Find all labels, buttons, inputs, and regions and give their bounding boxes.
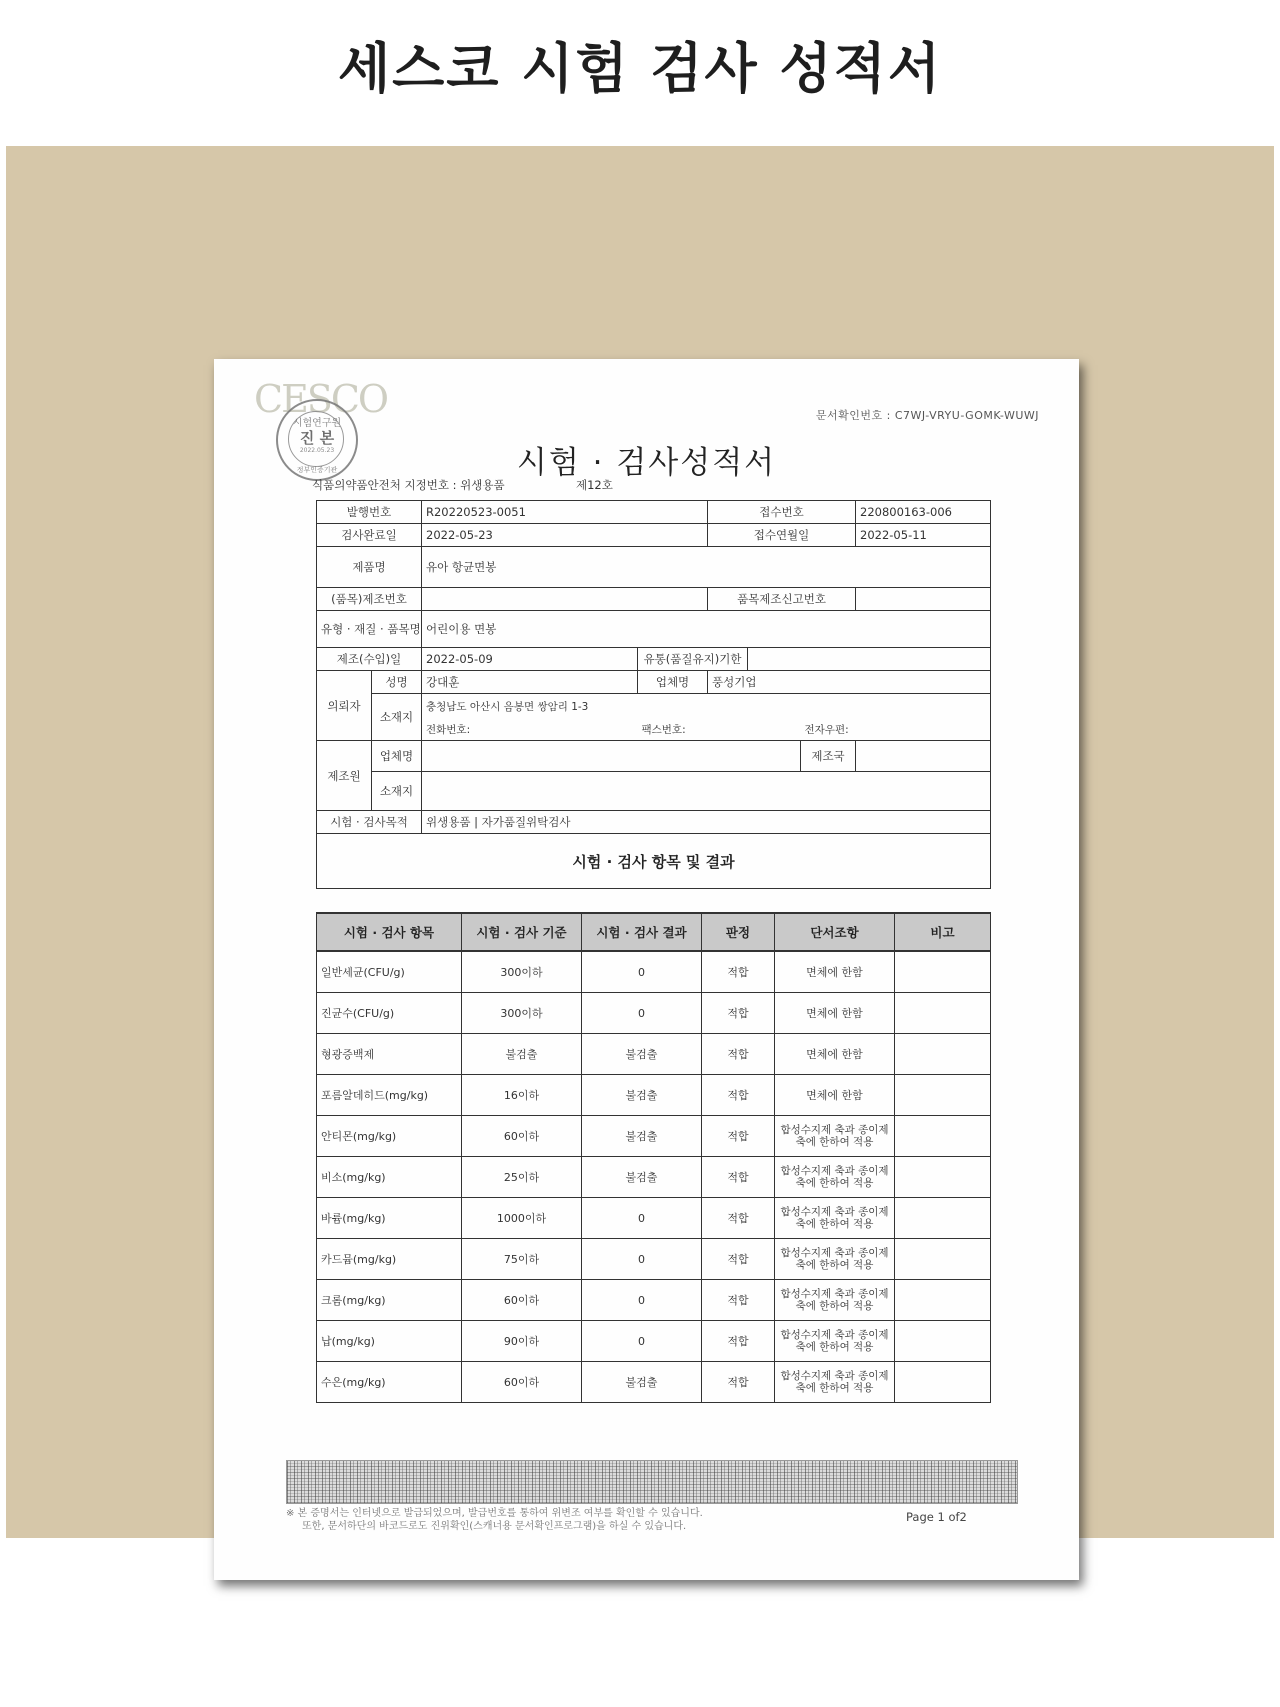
table-row (317, 1034, 991, 1075)
results-table (316, 912, 991, 1403)
cell-standard: 60이하 (462, 1362, 582, 1403)
cell-remark (895, 1198, 991, 1239)
cell-remark (895, 1280, 991, 1321)
cell-standard: 300이하 (462, 951, 582, 993)
cell-item: 납(mg/kg) (317, 1321, 462, 1362)
cell-remark (895, 1034, 991, 1075)
cell-result: 0 (582, 1198, 702, 1239)
cell-result: 불검출 (582, 1116, 702, 1157)
cell-item: 안티몬(mg/kg) (317, 1116, 462, 1157)
cell-remark (895, 993, 991, 1034)
manufacture-date: 2022-05-09 (422, 648, 638, 671)
cell-remark (895, 1321, 991, 1362)
product-name: 유아 항균면봉 (422, 547, 991, 588)
cell-standard: 75이하 (462, 1239, 582, 1280)
cell-judgment: 적합 (702, 1280, 775, 1321)
cell-result: 0 (582, 993, 702, 1034)
cell-result: 0 (582, 1239, 702, 1280)
cell-standard: 1000이하 (462, 1198, 582, 1239)
issue-number: R20220523-0051 (422, 501, 708, 524)
report-number (856, 588, 991, 611)
product-type: 어린이용 면봉 (422, 611, 991, 648)
results-section-title: 시험 · 검사 항목 및 결과 (317, 834, 991, 889)
col-condition: 단서조항 (775, 913, 895, 951)
cell-result: 0 (582, 1321, 702, 1362)
table-row (317, 1321, 991, 1362)
table-row (317, 951, 991, 993)
cell-result: 0 (582, 1280, 702, 1321)
cell-judgment: 적합 (702, 1239, 775, 1280)
cell-item: 포름알데히드(mg/kg) (317, 1075, 462, 1116)
test-purpose: 위생용품 | 자가품질위탁검사 (422, 811, 991, 834)
cell-result: 불검출 (582, 1034, 702, 1075)
page-title: 세스코 시험 검사 성적서 (337, 37, 943, 100)
official-seal-icon: 시험연구원 진 본 2022.05.23 정부인증기관 (276, 399, 358, 481)
cesco-logo-icon: CESCO (254, 377, 388, 421)
col-remark: 비고 (895, 913, 991, 951)
cell-judgment: 적합 (702, 993, 775, 1034)
expiry-date (748, 648, 991, 671)
cell-remark (895, 1075, 991, 1116)
cell-remark (895, 1116, 991, 1157)
beige-backdrop (6, 146, 1274, 1538)
col-judgment: 판정 (702, 913, 775, 951)
cell-result: 0 (582, 951, 702, 993)
cell-standard: 60이하 (462, 1280, 582, 1321)
cell-item: 형광증백제 (317, 1034, 462, 1075)
manufacturer-country (856, 741, 991, 772)
table-row (317, 1280, 991, 1321)
cell-note: 면체에 한함 (775, 1075, 895, 1116)
table-row (317, 1198, 991, 1239)
agency-designation: 식품의약품안전처 지정번호 : 위생용품 (312, 478, 505, 492)
manufacturer-company (422, 741, 801, 772)
barcode-icon (286, 1460, 1018, 1504)
cell-remark (895, 1239, 991, 1280)
requester-name: 강대훈 (422, 671, 638, 694)
table-row (317, 1362, 991, 1403)
cell-item: 바륨(mg/kg) (317, 1198, 462, 1239)
receipt-date: 2022-05-11 (856, 524, 991, 547)
table-row (317, 1116, 991, 1157)
cell-result: 불검출 (582, 1157, 702, 1198)
info-table: 발행번호 R20220523-0051 접수번호 220800163-006 검사완료일 2022-05-23 접수연월일 2022-05-11 제품명 유아 항균면봉 (품목)제조번호 품목제조신고번호 유형 · 재질 · 품목명 어린이용 면봉 제조(수입)일 2022-05-09 유통(품질유지)기한 의뢰자 성명 강대훈 업체명 풍성기업 소재지 충청남도 아산시 음봉면 쌍암리 1-3 전화번호: 팩스번호: 전자우편: 제조원 업체명 제조국 소재지 시험 · 검사목적 위생용품 | 자가품질위탁검사 시험 · 검사 항목 및 결과 (316, 500, 991, 889)
receipt-number: 220800163-006 (856, 501, 991, 524)
agency-designation-number: 제12호 (576, 478, 613, 492)
cell-note: 합성수지제 축과 종이제 축에 한하여 적용 (775, 1116, 895, 1157)
cell-judgment: 적합 (702, 951, 775, 993)
cell-result: 불검출 (582, 1075, 702, 1116)
cell-judgment: 적합 (702, 1075, 775, 1116)
cell-item: 크롬(mg/kg) (317, 1280, 462, 1321)
cell-item: 진균수(CFU/g) (317, 993, 462, 1034)
page-number: Page 1 of2 (906, 1510, 967, 1524)
requester-address: 충청남도 아산시 음봉면 쌍암리 1-3 (422, 694, 991, 719)
results-header-row (317, 913, 991, 951)
cell-note: 합성수지제 축과 종이제 축에 한하여 적용 (775, 1321, 895, 1362)
item-number (422, 588, 708, 611)
manufacturer-address (422, 772, 991, 811)
col-standard: 시험 · 검사 기준 (462, 913, 582, 951)
cell-note: 면체에 한함 (775, 993, 895, 1034)
cell-remark (895, 1157, 991, 1198)
cell-judgment: 적합 (702, 1362, 775, 1403)
requester-company: 풍성기업 (708, 671, 991, 694)
table-row (317, 993, 991, 1034)
cell-remark (895, 1362, 991, 1403)
cell-note: 합성수지제 축과 종이제 축에 한하여 적용 (775, 1198, 895, 1239)
table-row (317, 1157, 991, 1198)
cell-item: 수은(mg/kg) (317, 1362, 462, 1403)
cell-judgment: 적합 (702, 1198, 775, 1239)
cell-remark (895, 951, 991, 993)
cell-standard: 불검출 (462, 1034, 582, 1075)
cell-note: 면체에 한함 (775, 1034, 895, 1075)
cell-item: 일반세균(CFU/g) (317, 951, 462, 993)
footer-note-1: ※ 본 증명서는 인터넷으로 발급되었으며, 발급번호를 통하여 위변조 여부를 확인할 수 있습니다. (286, 1508, 703, 1519)
cell-note: 합성수지제 축과 종이제 축에 한하여 적용 (775, 1362, 895, 1403)
cell-standard: 25이하 (462, 1157, 582, 1198)
cell-standard: 90이하 (462, 1321, 582, 1362)
completion-date: 2022-05-23 (422, 524, 708, 547)
document-title: 시험 · 검사성적서 (516, 445, 777, 481)
cell-judgment: 적합 (702, 1034, 775, 1075)
table-row (317, 1239, 991, 1280)
certificate-paper (214, 359, 1079, 1580)
cell-judgment: 적합 (702, 1116, 775, 1157)
cell-note: 합성수지제 축과 종이제 축에 한하여 적용 (775, 1239, 895, 1280)
cell-result: 불검출 (582, 1362, 702, 1403)
col-result: 시험 · 검사 결과 (582, 913, 702, 951)
cell-standard: 16이하 (462, 1075, 582, 1116)
table-row (317, 1075, 991, 1116)
cell-note: 합성수지제 축과 종이제 축에 한하여 적용 (775, 1280, 895, 1321)
cell-judgment: 적합 (702, 1157, 775, 1198)
cell-note: 합성수지제 축과 종이제 축에 한하여 적용 (775, 1157, 895, 1198)
cell-note: 면체에 한함 (775, 951, 895, 993)
cell-item: 비소(mg/kg) (317, 1157, 462, 1198)
cell-standard: 60이하 (462, 1116, 582, 1157)
document-confirmation-number: 문서확인번호 : C7WJ-VRYU-GOMK-WUWJ (815, 409, 1039, 422)
cell-standard: 300이하 (462, 993, 582, 1034)
cell-item: 카드뮴(mg/kg) (317, 1239, 462, 1280)
footer-note-2: 또한, 문서하단의 바코드로도 진위확인(스캐너용 문서확인프로그램)을 하실 수 있습니다. (302, 1521, 687, 1532)
cell-judgment: 적합 (702, 1321, 775, 1362)
col-test-item: 시험 · 검사 항목 (317, 913, 462, 951)
